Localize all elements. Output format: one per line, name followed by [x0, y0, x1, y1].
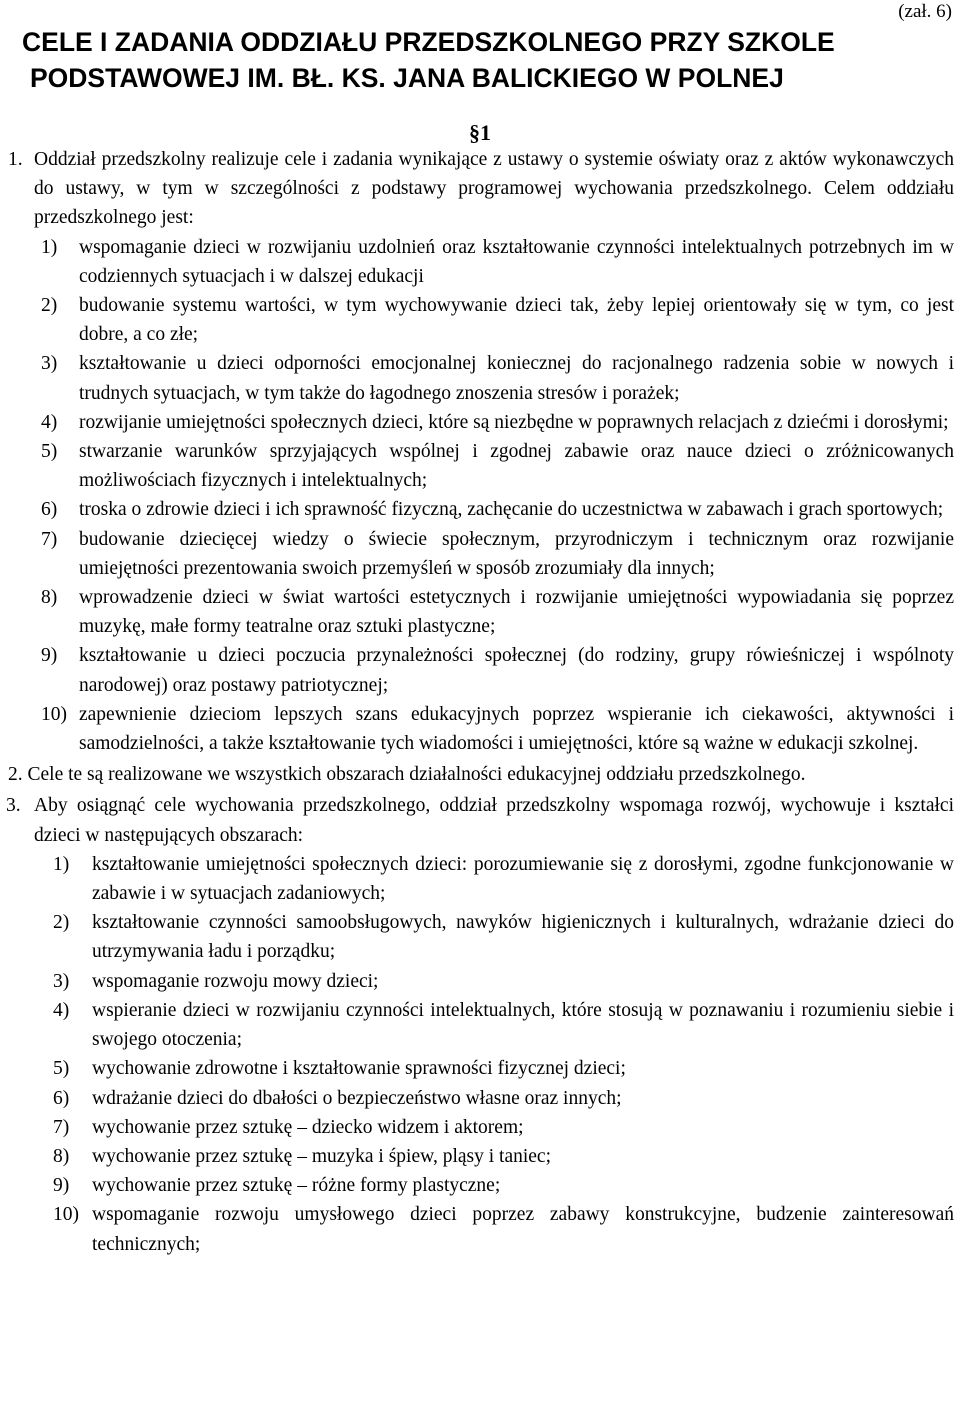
paragraph-number: 1.	[8, 149, 23, 170]
list-item	[0, 349, 960, 407]
list-item-text: wychowanie przez sztukę – dziecko widzem i aktorem;	[92, 1116, 524, 1138]
list-item	[0, 1084, 960, 1113]
list-item	[0, 1142, 960, 1171]
list-item	[0, 495, 960, 524]
list-item-text: wdrażanie dzieci do dbałości o bezpieczeństwo własne oraz innych;	[92, 1087, 622, 1109]
paragraph-text: Cele te są realizowane we wszystkich obszarach działalności edukacyjnej oddziału przedszkolnego.	[27, 764, 806, 786]
list-item-text: budowanie dziecięcej wiedzy o świecie społecznym, przyrodniczym i technicznym oraz rozwijanie umiejętności prezentowania swoich przemyśleń w sposób zrozumiały dla innych;	[79, 528, 954, 579]
list-item	[0, 996, 960, 1054]
list-item-number: 6)	[41, 499, 58, 521]
document-title	[22, 24, 952, 96]
list-item-number: 5)	[53, 1058, 70, 1080]
list-item	[0, 1171, 960, 1200]
list-item-number: 9)	[41, 645, 58, 667]
list-item	[0, 641, 960, 699]
list-item-number: 4)	[41, 411, 58, 433]
document-body	[0, 145, 960, 1259]
paragraph-text: Oddział przedszkolny realizuje cele i zadania wynikające z ustawy o systemie oświaty oraz z aktów wykonawczych do ustawy, w tym w szczególności z podstawy programowej wychowania przedszkolnego. Celem oddziału przedszkolnego jest:	[34, 149, 954, 229]
list-item-text: wspomaganie rozwoju mowy dzieci;	[92, 970, 379, 992]
list-item-text: budowanie systemu wartości, w tym wychowywanie dzieci tak, żeby lepiej orientowały się w tym, co jest dobre, a co złe;	[79, 295, 954, 346]
list-item	[0, 967, 960, 996]
list-item	[0, 1113, 960, 1142]
list-item	[0, 1054, 960, 1083]
list-item	[0, 233, 960, 291]
list-item-text: zapewnienie dzieciom lepszych szans edukacyjnych poprzez wspieranie ich ciekawości, aktywności i samodzielności, a także kształtowanie tych wiadomości i umiejętności, które są ważne w edukacji szkolnej.	[79, 703, 954, 755]
list-item-text: wychowanie przez sztukę – muzyka i śpiew, pląsy i taniec;	[92, 1145, 551, 1167]
list-item-text: wspomaganie rozwoju umysłowego dzieci poprzez zabawy konstrukcyjne, budzenie zainteresowań technicznych;	[92, 1204, 954, 1255]
list-item-text: rozwijanie umiejętności społecznych dzieci, które są niezbędne w poprawnych relacjach z dziećmi i dorosłymi;	[79, 411, 949, 433]
list-item	[0, 908, 960, 966]
paragraph-2	[0, 760, 960, 789]
list-item-text: kształtowanie u dzieci odporności emocjonalnej koniecznej do racjonalnego radzenia sobie w nowych i trudnych sytuacjach, w tym także do łagodnego znoszenia stresów i porażek;	[79, 353, 954, 404]
list-item	[0, 437, 960, 495]
list-item-text: kształtowanie umiejętności społecznych dzieci: porozumiewanie się z dorosłymi, zgodne funkcjonowanie w zabawie i w sytuacjach zadaniowych;	[92, 853, 954, 905]
goals-list	[0, 233, 960, 759]
list-item-text: stwarzanie warunków sprzyjających wspólnej i zgodnej zabawie oraz nauce dzieci o zróżnicowanych możliwościach fizycznych i intelektualnych;	[79, 441, 954, 492]
list-item-number: 8)	[53, 1145, 70, 1167]
list-item-text: wychowanie przez sztukę – różne formy plastyczne;	[92, 1175, 501, 1197]
paragraph-1	[0, 145, 960, 233]
list-item-number: 10)	[41, 703, 67, 725]
list-item-number: 7)	[41, 528, 58, 550]
list-item-number: 4)	[53, 999, 70, 1021]
list-item-number: 7)	[53, 1116, 70, 1138]
title-line-1: CELE I ZADANIA ODDZIAŁU PRZEDSZKOLNEGO PRZY SZKOLE	[22, 27, 835, 57]
list-item-number: 1)	[41, 236, 58, 258]
annex-label: (zał. 6)	[898, 1, 952, 22]
paragraph-number: 2.	[8, 764, 23, 786]
list-item-text: wprowadzenie dzieci w świat wartości estetycznych i rozwijanie umiejętności wypowiadania się poprzez muzykę, małe formy teatralne oraz sztuki plastyczne;	[79, 587, 954, 638]
list-item-number: 9)	[53, 1175, 70, 1197]
list-item	[0, 700, 960, 758]
list-item-text: kształtowanie czynności samoobsługowych, nawyków higienicznych i kulturalnych, wdrażanie dzieci do utrzymywania ładu i porządku;	[92, 912, 954, 963]
list-item-number: 2)	[41, 295, 58, 317]
list-item	[0, 583, 960, 641]
list-item-number: 5)	[41, 441, 58, 463]
areas-list	[0, 850, 960, 1259]
list-item	[0, 525, 960, 583]
list-item-number: 2)	[53, 912, 70, 934]
list-item	[0, 291, 960, 349]
list-item-number: 3)	[53, 970, 70, 992]
section-heading: §1	[469, 120, 491, 145]
paragraph-3	[0, 791, 960, 849]
list-item-number: 3)	[41, 353, 58, 375]
list-item-number: 10)	[53, 1204, 79, 1226]
list-item-text: kształtowanie u dzieci poczucia przynależności społecznej (do rodziny, grupy rówieśniczej i wspólnoty narodowej) oraz postawy patriotycznej;	[79, 645, 954, 696]
list-item-number: 1)	[53, 853, 70, 875]
paragraph-text: Aby osiągnąć cele wychowania przedszkolnego, oddział przedszkolny wspomaga rozwój, wychowuje i kształci dzieci w następujących obszarach:	[34, 795, 954, 846]
list-item-text: troska o zdrowie dzieci i ich sprawność fizyczną, zachęcanie do uczestnictwa w zabawach i grach sportowych;	[79, 499, 944, 521]
list-item-text: wspieranie dzieci w rozwijaniu czynności intelektualnych, które stosują w poznawaniu i rozumieniu siebie i swojego otoczenia;	[92, 999, 954, 1051]
list-item	[0, 408, 960, 437]
list-item	[0, 850, 960, 908]
list-item-text: wychowanie zdrowotne i kształtowanie sprawności fizycznej dzieci;	[92, 1058, 626, 1080]
list-item	[0, 1200, 960, 1258]
list-item-number: 8)	[41, 587, 58, 609]
title-line-2: PODSTAWOWEJ IM. BŁ. KS. JANA BALICKIEGO W POLNEJ	[30, 63, 784, 93]
list-item-number: 6)	[53, 1087, 70, 1109]
paragraph-number: 3.	[6, 795, 21, 817]
list-item-text: wspomaganie dzieci w rozwijaniu uzdolnień oraz kształtowanie czynności intelektualnych potrzebnych im w codziennych sytuacjach i w dalszej edukacji	[79, 236, 954, 287]
